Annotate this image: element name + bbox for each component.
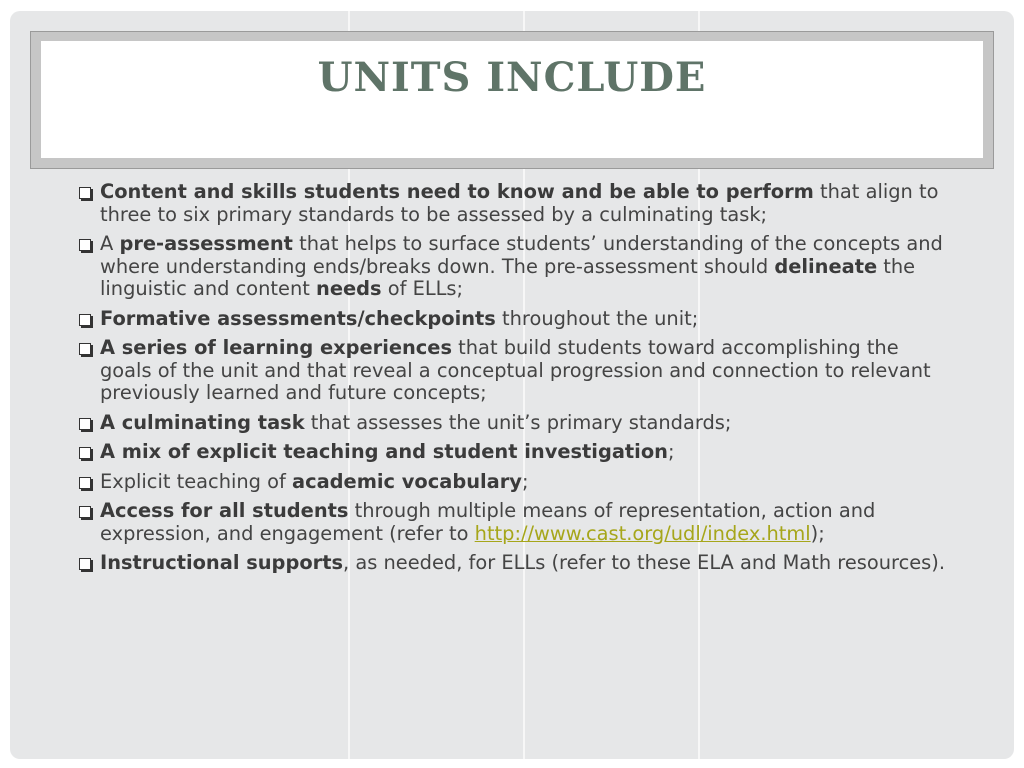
list-item xyxy=(74,441,954,464)
list-item xyxy=(74,308,954,331)
list-item xyxy=(74,233,954,301)
item-text: the linguistic and content xyxy=(100,254,916,300)
cast-udl-link[interactable]: http://www.cast.org/udl/index.html xyxy=(474,521,811,545)
list-item xyxy=(74,500,954,545)
item-bold-text: A mix of explicit teaching and student investigation xyxy=(100,440,668,463)
checkbox-bullet-icon xyxy=(78,441,98,463)
slide-title: UNITS INCLUDE xyxy=(317,54,707,101)
checkbox-bullet-icon xyxy=(78,471,98,493)
item-text: that assesses the unit’s primary standards; xyxy=(304,410,732,434)
item-bold-text: needs xyxy=(316,277,382,300)
checkbox-bullet-icon xyxy=(78,500,98,522)
item-text: Explicit teaching of xyxy=(100,469,292,493)
item-text: that build students toward accomplishing the goals of the unit and that reveal a conceptual progression and connection to relevant previously learned and future concepts; xyxy=(100,336,931,404)
item-bold-text: A series of learning experiences xyxy=(100,336,452,359)
title-box xyxy=(41,41,983,158)
item-bold-text: pre-assessment xyxy=(119,232,293,255)
item-bold-text: academic vocabulary xyxy=(292,469,522,493)
list-item xyxy=(74,412,954,435)
checkbox-bullet-icon xyxy=(78,412,98,434)
list-item xyxy=(74,471,954,494)
item-bold-text: delineate xyxy=(774,254,878,278)
list-item xyxy=(74,181,954,226)
checkbox-bullet-icon xyxy=(78,308,98,330)
item-bold-text: Formative assessments/checkpoints xyxy=(100,306,496,330)
checkbox-bullet-icon xyxy=(78,233,98,255)
slide xyxy=(10,11,1014,759)
item-text: throughout the unit; xyxy=(495,306,699,330)
item-text: that helps to surface students’ understanding of the concepts and where understanding ends/breaks down. The pre-assessment should xyxy=(100,232,943,278)
list-item xyxy=(74,337,954,405)
item-bold-text: Content and skills students need to know and be able to perform xyxy=(100,180,814,203)
item-bold-text: A culminating task xyxy=(100,410,305,434)
item-text: ); xyxy=(810,521,825,545)
item-bold-text: Instructional supports xyxy=(100,551,344,574)
item-text: A xyxy=(100,232,120,255)
item-text: of ELLs; xyxy=(381,277,464,300)
list-item xyxy=(74,552,954,575)
title-frame xyxy=(30,31,994,169)
checkbox-bullet-icon xyxy=(78,552,98,574)
checkbox-bullet-icon xyxy=(78,181,98,203)
item-text: that align to three to six primary standards to be assessed by a culminating task; xyxy=(100,180,939,226)
item-text: ; xyxy=(667,440,675,463)
item-text: through multiple means of representation, action and expression, and engagement (refer to xyxy=(100,499,876,545)
bullet-list xyxy=(74,181,954,582)
item-text: , as needed, for ELLs (refer to these ELA and Math resources). xyxy=(343,551,946,574)
item-text: ; xyxy=(521,469,529,493)
checkbox-bullet-icon xyxy=(78,337,98,359)
item-bold-text: Access for all students xyxy=(100,499,349,522)
